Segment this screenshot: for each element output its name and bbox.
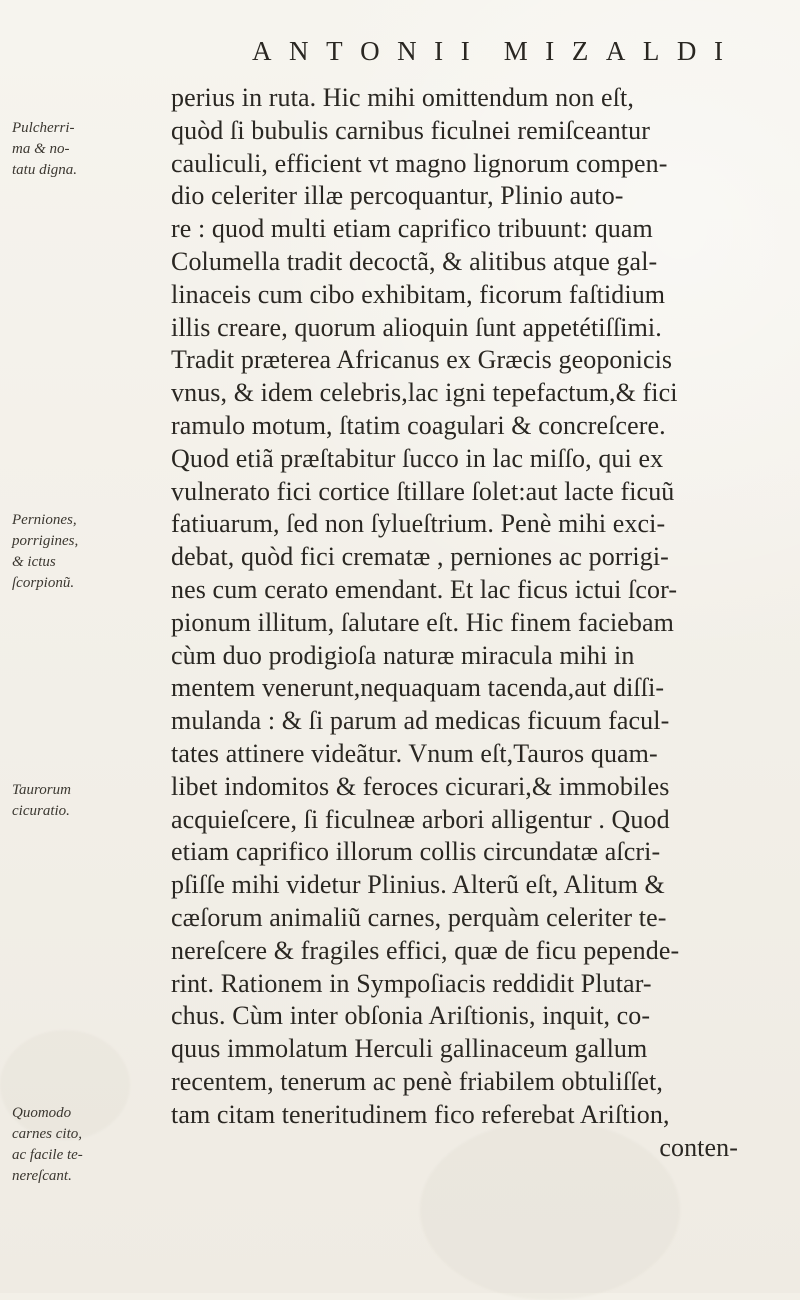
margin-note-line: Quomodo [12,1105,72,1121]
running-head-right-letter: I [545,36,556,66]
body-line: mulanda : & ſi parum ad medicas ficuum facul- [171,706,670,736]
body-line: cauliculi, efficient vt magno lignorum compen- [171,148,668,178]
body-line: dio celeriter illæ percoquantur, Plinio auto- [171,181,624,211]
body-line: vnus, & idem celebris,lac igni tepefactum,& fici [171,378,678,408]
body-line: mentem venerunt,nequaquam tacenda,aut diſſi- [171,673,665,703]
body-line: acquieſcere, ſi ficulneæ arbori alligentur . Quod [171,804,670,834]
body-line: quus immolatum Herculi gallinaceum gallum [171,1034,648,1064]
body-line: chus. Cùm inter obſonia Ariſtionis, inquit, co- [171,1001,651,1031]
body-line: illis creare, quorum alioquin ſunt appetétiſſimi. [171,312,662,342]
body-line: quòd ſi bubulis carnibus ficulnei remiſceantur [171,115,650,145]
body-line: Columella tradit decoctã, & alitibus atque gal- [171,246,658,276]
body-line: ramulo motum, ſtatim coagulari & concreſcere. [171,410,666,440]
running-head-left-letter: I [460,36,471,66]
margin-note-line: & ictus [12,554,56,570]
body-line: Tradit præterea Africanus ex Græcis geoponicis [171,345,673,375]
running-head-left-letter: O [360,36,381,66]
margin-note [12,510,150,594]
margin-note-line: nereſcant. [12,1168,72,1184]
body-line: cùm duo prodigioſa naturæ miracula mihi in [171,640,635,670]
margin-note-line: carnes cito, [12,1126,82,1142]
margin-note-line: ma & no- [12,141,70,157]
running-head-left-letter: I [434,36,445,66]
body-line: nereſcere & fragiles effici, quæ de ficu pepende- [171,935,680,965]
margin-note [12,118,150,181]
body-line: tam citam teneritudinem fico referebat Ariſtion, [171,1099,670,1129]
catchword: conten- [659,1132,738,1162]
running-head-right-letter: M [503,36,529,66]
running-head [252,38,724,65]
margin-note-line: ſcorpionũ. [12,575,75,591]
body-line: tates attinere videãtur. Vnum eſt,Tauros quam- [171,738,658,768]
running-head-right-letter: L [642,36,661,66]
margin-note-line: porrigines, [12,533,79,549]
margin-note-line: Pulcherri- [12,120,75,136]
body-line: recentem, tenerum ac penè friabilem obtuliſſet, [171,1066,663,1096]
margin-note [12,780,150,822]
body-line: nes cum cerato emendant. Et lac ficus ictui ſcor- [171,574,678,604]
body-line: perius in ruta. Hic mihi omittendum non eſt, [171,83,634,112]
running-head-right-letter: I [713,36,724,66]
running-head-left-letter: N [397,36,418,66]
body-line: pſiſſe mihi videtur Plinius. Alterũ eſt, Alitum & [171,870,665,900]
body-line: etiam caprifico illorum collis circundatæ aſcri- [171,837,661,867]
body-line: pionum illitum, ſalutare eſt. Hic finem faciebam [171,607,674,637]
margin-note-line: Taurorum [12,782,71,798]
margin-note-line: Perniones, [12,512,77,528]
running-head-right-letter: D [676,36,698,66]
running-head-right-letter: A [605,36,627,66]
body-line: re : quod multi etiam caprifico tribuunt: quam [171,214,653,244]
running-head-left-letter: T [326,36,344,66]
body-line: debat, quòd fici crematæ , perniones ac porrigi- [171,542,669,572]
margin-note-line: tatu digna. [12,162,78,178]
margin-note-line: ac facile te- [12,1147,83,1163]
body-line: fatiuarum, ſed non ſylueſtrium. Penè mihi exci- [171,509,666,539]
body-line: libet indomitos & feroces cicurari,& immobiles [171,771,670,801]
body-line: vulnerato fici cortice ſtillare ſolet:aut lacte ficuũ [171,476,675,506]
body-line: Quod etiã præſtabitur ſucco in lac miſſo, qui ex [171,443,664,473]
body-line: linaceis cum cibo exhibitam, ficorum faſtidium [171,279,666,309]
main-text-block [171,82,758,1164]
margin-note [12,1103,150,1187]
body-line: cæſorum animaliũ carnes, perquàm celeriter te- [171,902,667,932]
margin-note-line: cicuratio. [12,803,70,819]
running-head-right-letter: Z [571,36,590,66]
body-line: rint. Rationem in Sympoſiacis reddidit Plutar- [171,968,652,998]
running-head-left-letter: N [289,36,310,66]
running-head-left-letter: A [252,36,273,66]
